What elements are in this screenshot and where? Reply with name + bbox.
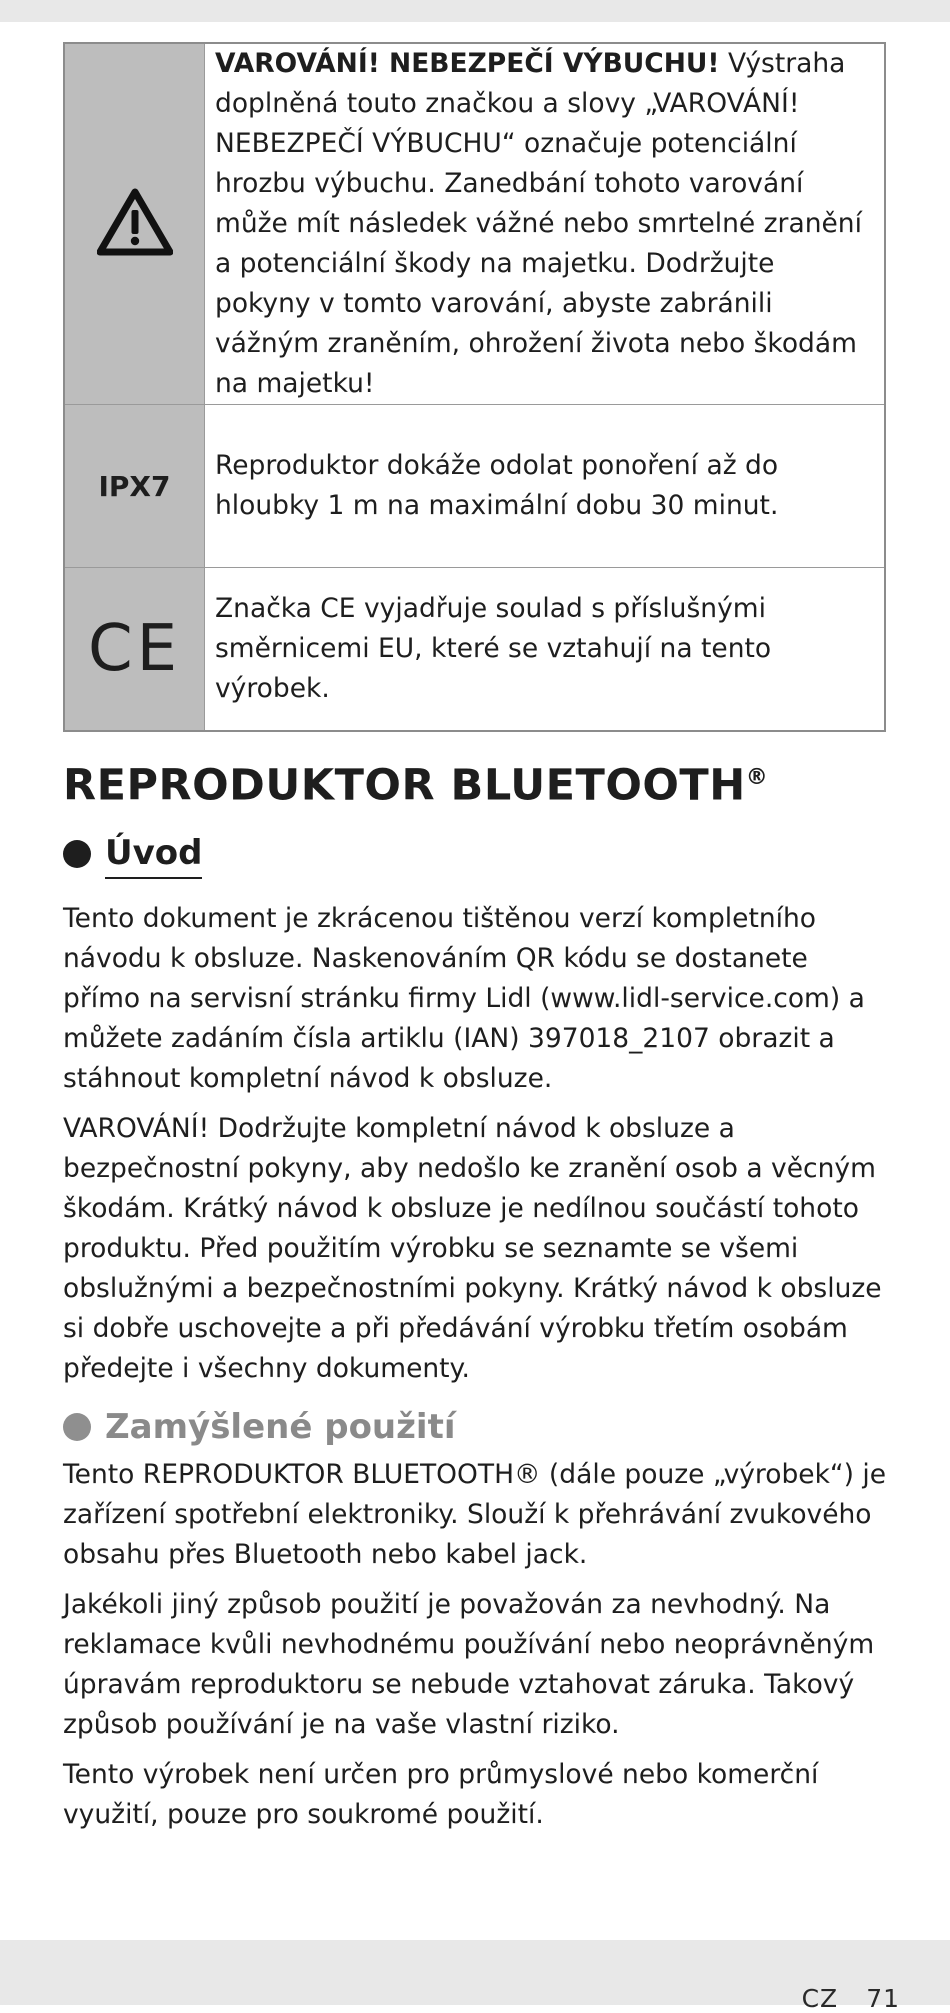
warning-triangle-icon [97,241,173,260]
document-title-text: REPRODUKTOR BLUETOOTH [63,760,746,811]
page-footer [802,1984,900,2013]
ipx7-row [64,405,885,568]
ce-symbol-cell [64,568,205,732]
top-margin-band [0,0,950,22]
section-intro-title: Úvod [105,829,202,879]
section-intro [63,829,893,1389]
warning-symbol-cell [64,43,205,405]
footer-language: CZ [801,1984,839,2013]
footer-page-number: 71 [866,1984,900,2013]
ce-mark-icon: CE [87,612,182,686]
ce-text-cell [205,568,886,732]
ipx7-description: Reproduktor dokáže odolat ponoření až do hloubky 1 m na maximální dobu 30 minut. [215,450,779,521]
use-paragraph: Tento výrobek není určen pro průmyslové nebo komerční využití, pouze pro soukromé použití. [63,1759,819,1831]
bullet-icon [63,840,91,868]
use-paragraph: Tento REPRODUKTOR BLUETOOTH® (dále pouze „výrobek“) je zařízení spotřební elektroniky. Slouží k přehrávání zvukového obsahu přes Bluetooth nebo kabel jack. [63,1459,887,1571]
intro-paragraph: Tento dokument je zkrácenou tištěnou verzí kompletního návodu k obsluze. Naskenováním QR kódu se dostanete přímo na servisní stránku firmy Lidl (www.lidl-service.com) a můžete zadáním čísla artiklu (IAN) 397018_2107 obrazit a stáhnout kompletní návod k obsluze. [63,903,865,1095]
main-content [63,752,893,1845]
warning-heading: VAROVÁNÍ! NEBEZPEČÍ VÝBUCHU! [215,48,720,79]
intro-paragraph: VAROVÁNÍ! Dodržujte kompletní návod k obsluze a bezpečnostní pokyny, aby nedošlo ke zranění osob a věcným škodám. Krátký návod k obsluze je nedílnou součástí tohoto produktu. Před použitím výrobku se seznamte se všemi obslužnými a bezpečnostními pokyny. Krátký návod k obsluze si dobře uschovejte a při předávání výrobku třetím osobám předejte i všechny dokumenty. [63,1113,882,1385]
ce-description: Značka CE vyjadřuje soulad s příslušnými směrnicemi EU, které se vztahují na tento výrobek. [215,593,772,704]
bullet-icon [63,1413,91,1441]
warning-row [64,43,885,405]
use-paragraph: Jakékoli jiný způsob použití je považován za nevhodný. Na reklamace kvůli nevhodnému používání nebo neoprávněným úpravám reproduktoru se nebude vztahovat záruka. Takový způsob používání je na vaše vlastní riziko. [63,1589,875,1741]
registered-mark: ® [745,765,769,790]
section-use-heading [63,1403,893,1451]
section-intro-heading [63,829,893,879]
section-use-title: Zamýšlené použití [105,1407,456,1448]
warning-description: Výstraha doplněná touto značkou a slovy „VAROVÁNÍ! NEBEZPEČÍ VÝBUCHU“ označuje potenciální hrozbu výbuchu. Zanedbání tohoto varování může mít následek vážné nebo smrtelné zranění a potenciální škody na majetku. Dodržujte pokyny v tomto varování, abyste zabránili vážným zraněním, ohrožení života nebo škodám na majetku! [215,48,862,399]
safety-symbols-table [63,42,886,732]
ipx7-symbol-cell [64,405,205,568]
ipx7-text-cell [205,405,886,568]
ce-row [64,568,885,732]
section-intended-use [63,1403,893,1835]
ipx7-label: IPX7 [98,469,171,503]
document-title [63,752,893,811]
warning-text-cell [205,43,886,405]
